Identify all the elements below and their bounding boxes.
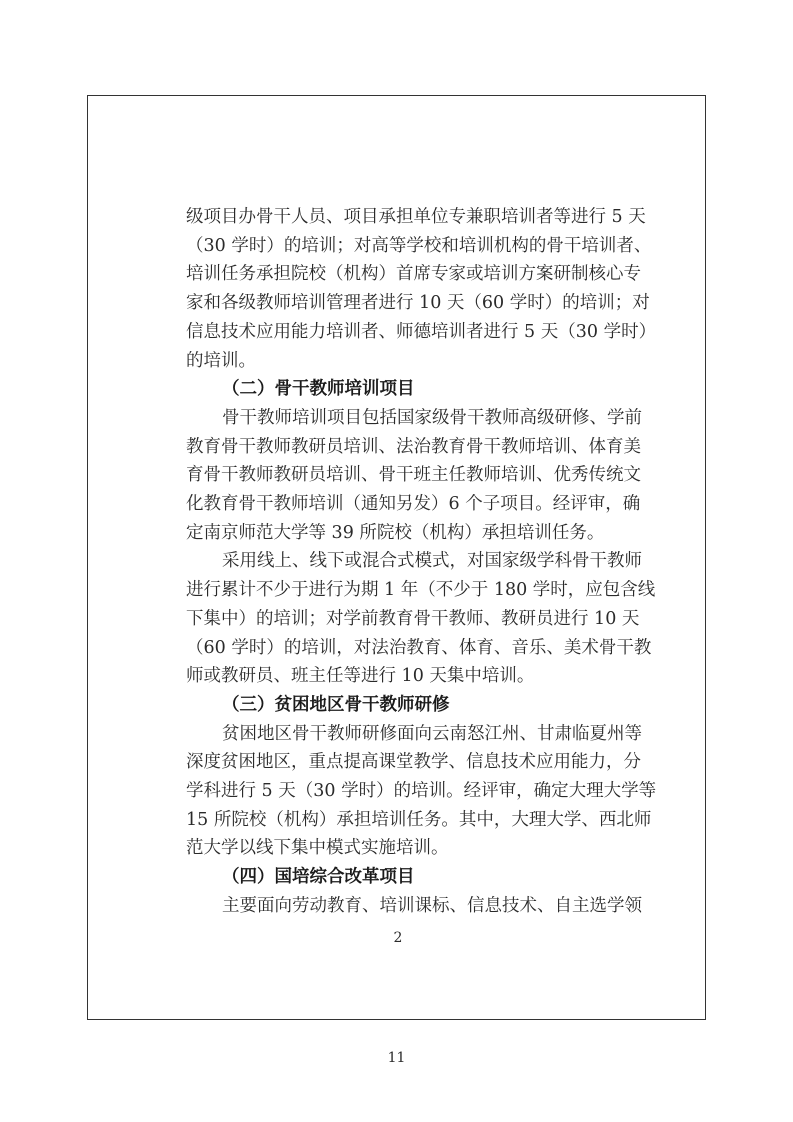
page-flow (186, 203, 657, 947)
text-line: 的培训。 (186, 350, 256, 371)
heading-text: （四）国培综合改革项目 (222, 867, 415, 888)
text-line: 信息技术应用能力培训者、师德培训者进行 5 天（30 学时） (186, 321, 657, 342)
heading-text: （二）骨干教师培训项目 (222, 379, 415, 400)
text-line: 教育骨干教师教研员培训、法治教育骨干教师培训、体育美 (186, 436, 641, 457)
text-line: 下集中）的培训；对学前教育骨干教师、教研员进行 10 天 (186, 608, 640, 629)
text-line: 进行累计不少于进行为期 1 年（不少于 180 学时，应包含线 (186, 580, 656, 601)
paragraph (186, 547, 656, 691)
text-line: 贫困地区骨干教师研修面向云南怒江州、甘肃临夏州等 (222, 723, 642, 744)
text-line: 师或教研员、班主任等进行 10 天集中培训。 (186, 666, 535, 687)
section-heading (186, 375, 610, 404)
text-line: 学科进行 5 天（30 学时）的培训。经评审，确定大理大学等 (186, 781, 657, 802)
text-line: 级项目办骨干人员、项目承担单位专兼职培训者等进行 5 天 (186, 207, 646, 227)
paragraph (186, 203, 657, 375)
text-line: 育骨干教师教研员培训、骨干班主任教师培训、优秀传统文 (186, 465, 641, 486)
section-heading (186, 691, 610, 720)
paragraph (186, 404, 642, 548)
section-heading (186, 863, 610, 892)
text-line: 主要面向劳动教育、培训课标、信息技术、自主选学领 (222, 895, 642, 916)
text-line: 深度贫困地区，重点提高课堂教学、信息技术应用能力，分 (186, 752, 641, 773)
text-line: 采用线上、线下或混合式模式，对国家级学科骨干教师 (222, 551, 642, 572)
text-line: 化教育骨干教师培训（通知另发）6 个子项目。经评审，确 (186, 494, 641, 515)
text-line: 范大学以线下集中模式实施培训。 (186, 838, 449, 859)
text-line: （30 学时）的培训；对高等学校和培训机构的骨干培训者、 (186, 235, 652, 256)
document-body (186, 203, 657, 921)
heading-text: （三）贫困地区骨干教师研修 (222, 694, 450, 715)
inner-page-number: 2 (393, 929, 403, 946)
paragraph (186, 892, 642, 921)
text-line: 家和各级教师培训管理者进行 10 天（60 学时）的培训；对 (186, 293, 650, 314)
text-line: 骨干教师培训项目包括国家级骨干教师高级研修、学前 (222, 407, 642, 428)
outer-page-number: 11 (387, 1050, 406, 1066)
paragraph (186, 720, 657, 864)
text-line: （60 学时）的培训，对法治教育、体育、音乐、美术骨干教 (186, 637, 652, 658)
text-line: 15 所院校（机构）承担培训任务。其中，大理大学、西北师 (186, 809, 652, 830)
text-line: 培训任务承担院校（机构）首席专家或培训方案研制核心专 (186, 264, 641, 285)
text-line: 定南京师范大学等 39 所院校（机构）承担培训任务。 (186, 522, 605, 543)
